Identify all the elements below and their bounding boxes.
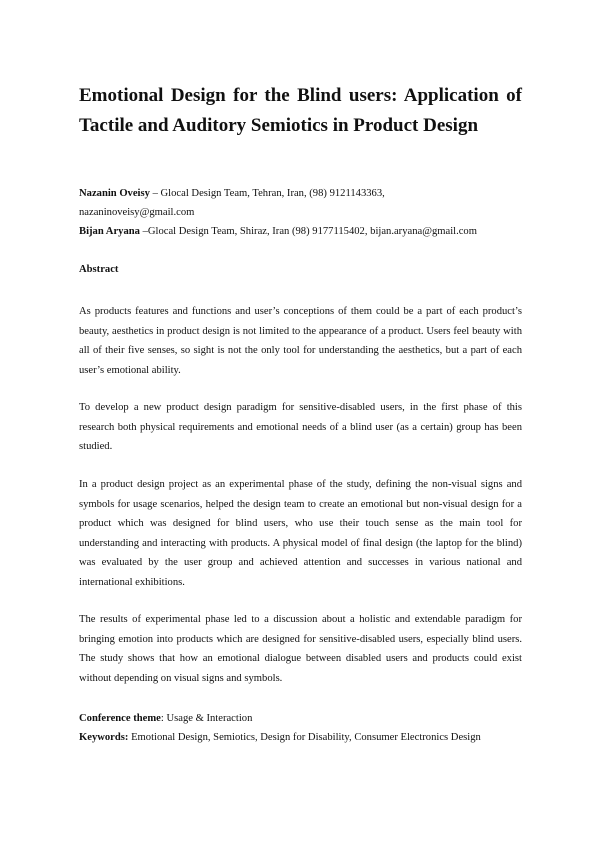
author-name: Bijan Aryana [79,226,140,237]
conference-theme-label: Conference theme [79,713,161,724]
abstract-paragraph: As products features and functions and user’s conceptions of them could be a part of each product’s beauty, aesthetics in product design is not limited to the appearance of a product. Users feel beauty with all of their five senses, so sight is not the only tool for understanding the aesthetics, but a part of each user’s emotional ability. [79,306,522,376]
author-affiliation: –Glocal Design Team, Shiraz, Iran (98) 9177115402, bijan.aryana@gmail.com [139,226,477,237]
abstract-heading: Abstract [79,264,119,275]
abstract-paragraph: The results of experimental phase led to a discussion about a holistic and extendable paradigm for bringing emotion into products which are designed for sensitive-disabled users, especially blind users. The study shows that how an emotional dialogue between disabled users and products could exist without depending on visual signs and symbols. [79,614,522,684]
author-email-line [79,203,529,222]
abstract-paragraph: In a product design project as an experimental phase of the study, defining the non-visual signs and symbols for usage scenarios, helped the design team to create an emotional but non-visual design for a product which was designed for blind users, who use their touch sense as the main tool for understanding and interacting with products. A physical model of final design (the laptop for the blind) was evaluated by the user group and achieved attention and successes in various national and international exhibitions. [79,479,522,588]
author-affiliation: – Glocal Design Team, Tehran, Iran, (98) 9121143363, [149,188,385,199]
author-email: nazaninoveisy@gmail.com [79,207,195,218]
author-name: Nazanin Oveisy [79,188,150,199]
keywords [79,728,539,747]
paper-title: Emotional Design for the Blind users: Application of Tactile and Auditory Semiotics in Product Design [79,85,522,136]
keywords-value: Emotional Design, Semiotics, Design for Disability, Consumer Electronics Design [128,732,481,743]
conference-theme [79,709,539,728]
author-line-2 [79,222,529,241]
conference-theme-value: : Usage & Interaction [160,713,253,724]
keywords-label: Keywords: [79,732,129,743]
abstract-paragraph: To develop a new product design paradigm for sensitive-disabled users, in the first phase of this research both physical requirements and emotional needs of a blind user (as a certain) group has been studied. [79,402,522,452]
author-block [79,184,529,241]
author-line-1 [79,184,529,203]
